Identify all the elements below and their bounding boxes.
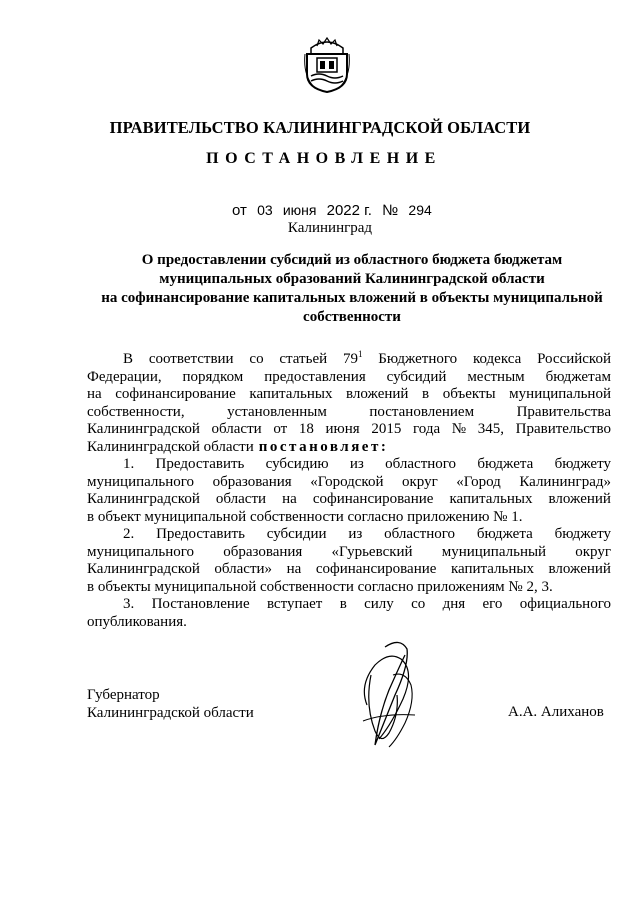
line-text: в объект муниципальной собственности согласно приложению № 1. xyxy=(87,508,523,525)
word: муниципальный xyxy=(441,543,547,560)
body-line xyxy=(87,421,611,439)
word: предоставления xyxy=(264,368,366,385)
word: вложений xyxy=(548,561,611,577)
word: области xyxy=(211,421,262,437)
date-month: июня xyxy=(282,202,317,218)
word: соответствии xyxy=(148,351,234,367)
word: образования xyxy=(223,543,303,560)
word: официального xyxy=(519,596,611,612)
word: в xyxy=(422,386,430,402)
word: Федерации, xyxy=(87,368,162,385)
word: силу xyxy=(364,596,394,612)
word: собственности, xyxy=(87,403,185,420)
word: капитальных xyxy=(450,561,534,577)
word: 2015 xyxy=(371,421,402,437)
word: Калининград» xyxy=(519,473,611,490)
body-line xyxy=(87,579,611,597)
word: объекты xyxy=(442,386,496,402)
word: Российской xyxy=(537,351,611,367)
word: «Городской xyxy=(310,473,384,490)
word: вступает xyxy=(266,596,323,612)
signatory-name: А.А. Алиханов xyxy=(508,704,604,720)
coat-of-arms-icon xyxy=(303,34,351,94)
word: Калининградской области xyxy=(87,438,254,455)
word: Бюджетного xyxy=(378,351,458,367)
word: капитальных xyxy=(449,491,533,507)
word: субсидий xyxy=(386,368,447,385)
word: образования xyxy=(212,473,292,490)
word: Предоставить xyxy=(156,526,245,542)
handwritten-signature-icon xyxy=(345,635,435,755)
word: муниципального xyxy=(87,473,195,490)
word: софинансирование xyxy=(315,561,437,577)
document-date-number xyxy=(232,202,438,219)
word: Калининградской xyxy=(87,561,200,577)
word: бюджета xyxy=(476,526,533,542)
word: постановлением xyxy=(369,403,475,420)
word: на xyxy=(282,491,297,507)
article-number: $79^1$ xyxy=(342,349,363,367)
word: субсидии xyxy=(266,526,327,542)
word: местным xyxy=(467,368,525,385)
word: № xyxy=(451,421,467,437)
document-subject xyxy=(86,251,618,327)
line-text: опубликования. xyxy=(87,613,187,630)
word: из xyxy=(349,456,364,472)
body-line xyxy=(87,439,611,457)
resolution-keyword: постановляет: xyxy=(258,438,389,455)
word: «Гурьевский xyxy=(331,543,413,560)
document-number: 294 xyxy=(408,202,432,218)
subject-line: О предоставлении субсидий из областного бюджета бюджетам xyxy=(141,252,563,268)
item-number: 2. xyxy=(123,526,135,542)
word: со xyxy=(411,596,426,612)
number-sign: № xyxy=(382,202,399,219)
word: В xyxy=(123,351,134,367)
word: вложений xyxy=(548,491,611,507)
word: Правительства xyxy=(516,403,611,420)
word: июня xyxy=(325,421,360,437)
body-line xyxy=(87,614,611,632)
word: округ xyxy=(575,543,611,560)
word: Предоставить xyxy=(155,456,245,472)
subject-line: собственности xyxy=(303,309,401,325)
word: субсидию xyxy=(265,456,329,472)
word: 345, xyxy=(477,421,504,437)
line-text: в объекты муниципальной собственности согласно приложениям № 2, 3. xyxy=(87,578,553,595)
word: областного xyxy=(385,456,457,472)
body-line xyxy=(87,456,611,474)
document-body xyxy=(87,351,611,631)
word: вложений xyxy=(346,386,409,402)
body-line xyxy=(87,351,611,369)
body-line xyxy=(87,386,611,404)
word: 18 xyxy=(298,421,314,437)
body-line xyxy=(87,369,611,387)
date-year: 2022 г. xyxy=(326,202,372,219)
city: Калининград xyxy=(287,220,373,236)
word: бюджету xyxy=(554,456,611,472)
body-line xyxy=(87,526,611,544)
word: «Город xyxy=(456,473,501,490)
word: области» xyxy=(214,561,273,577)
word: капитальных xyxy=(249,386,333,402)
word: в xyxy=(339,596,347,612)
word: софинансирование xyxy=(312,491,434,507)
body-line xyxy=(87,404,611,422)
word: бюджетам xyxy=(545,368,611,385)
word: бюджету xyxy=(554,526,611,542)
word: муниципальной xyxy=(509,386,611,402)
item-number: 1. xyxy=(123,456,135,472)
word: области xyxy=(215,491,267,507)
word: дня xyxy=(442,596,466,612)
word: округ xyxy=(402,473,438,490)
word: областного xyxy=(384,526,455,542)
word: Постановление xyxy=(151,596,250,612)
word: порядком xyxy=(182,368,244,385)
body-line xyxy=(87,596,611,614)
government-title: ПРАВИТЕЛЬСТВО КАЛИНИНГРАДСКОЙ ОБЛАСТИ xyxy=(109,118,531,137)
word: его xyxy=(482,596,503,612)
date-day: 03 xyxy=(257,202,273,218)
subject-line: на софинансирование капитальных вложений в объекты муниципальной xyxy=(101,290,603,306)
body-line xyxy=(87,474,611,492)
word: бюджета xyxy=(477,456,534,472)
word: со xyxy=(249,351,264,367)
word: года xyxy=(412,421,441,437)
word: от xyxy=(273,421,288,437)
word: Калининградской xyxy=(87,491,200,507)
body-line xyxy=(87,561,611,579)
word: софинансирование xyxy=(115,386,236,402)
word: Калининградской xyxy=(87,421,200,437)
word: кодекса xyxy=(472,351,522,367)
word: на xyxy=(87,386,102,402)
body-line xyxy=(87,509,611,527)
word: муниципального xyxy=(87,543,195,560)
item-number: 3. xyxy=(123,596,135,612)
word: на xyxy=(286,561,302,577)
subject-line: муниципальных образований Калининградской области xyxy=(159,271,545,287)
position-line: Калининградской области xyxy=(87,705,254,721)
word: установленным xyxy=(227,403,327,420)
body-line xyxy=(87,544,611,562)
position-line: Губернатор xyxy=(87,687,160,703)
body-line xyxy=(87,491,611,509)
word: статьей xyxy=(279,351,328,367)
date-prefix: от xyxy=(232,202,247,219)
signatory-position xyxy=(87,686,254,722)
word: из xyxy=(348,526,363,542)
word: Правительство xyxy=(515,421,611,437)
document-type: ПОСТАНОВЛЕНИЕ xyxy=(206,150,442,167)
